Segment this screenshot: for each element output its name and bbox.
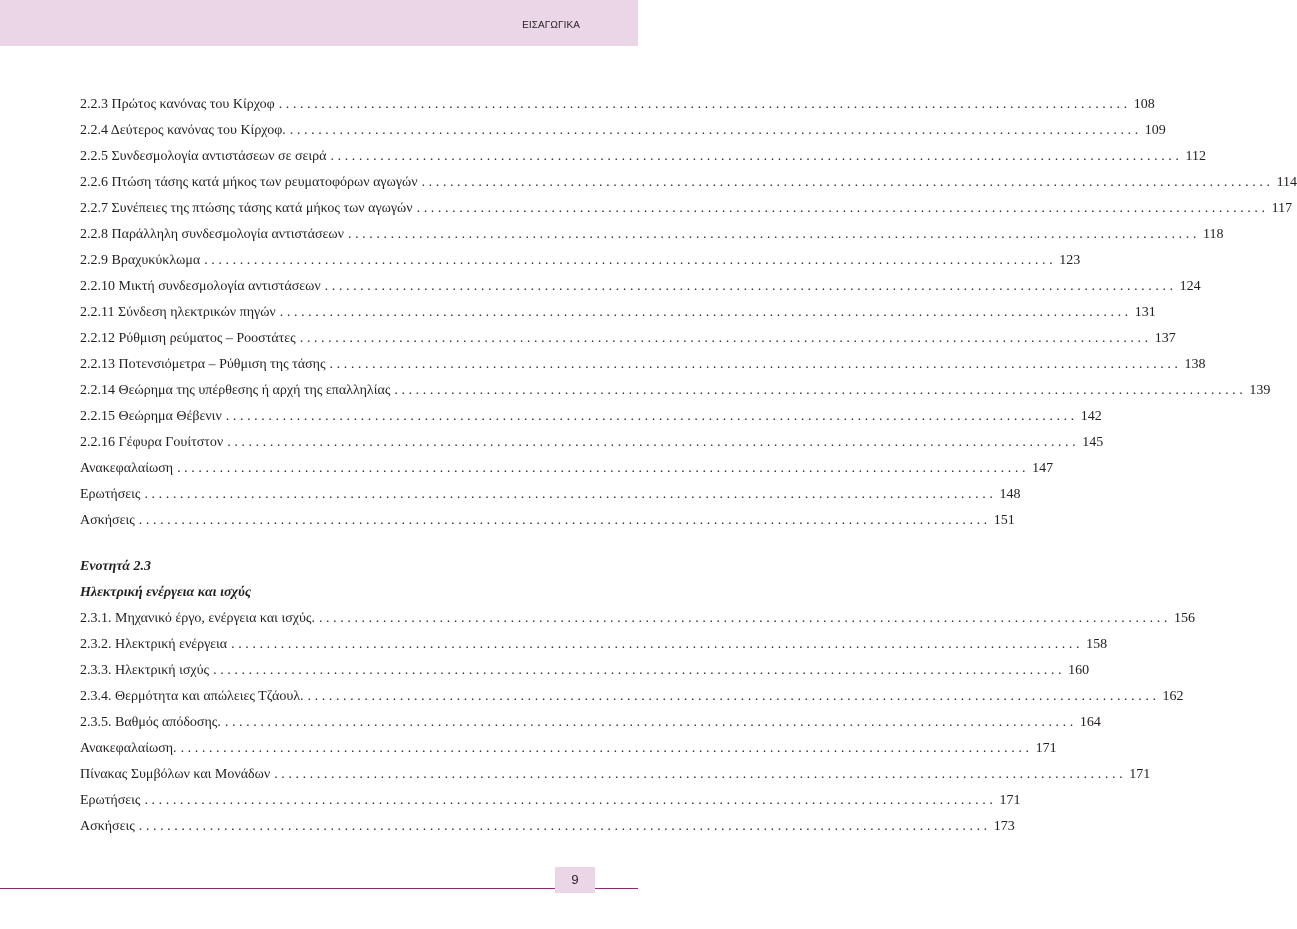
dot-leader: ........................................................................................................................	[299, 331, 1152, 346]
toc-entry	[80, 404, 1102, 430]
dot-leader: ........................................................................................................................	[274, 767, 1127, 782]
toc-entry	[80, 378, 1271, 404]
toc-entry-page: 160	[1068, 663, 1090, 678]
toc-entry-title: Ασκήσεις	[80, 819, 135, 834]
dot-leader: ........................................................................................................................	[138, 819, 991, 834]
toc-entry-page: 108	[1133, 97, 1155, 112]
toc-entry-title: Ανακεφαλαίωση.	[80, 741, 177, 756]
toc-entry	[80, 144, 1206, 170]
toc-entry-page: 164	[1079, 715, 1101, 730]
toc-entry	[80, 658, 1090, 684]
unit-title: Ηλεκτρική ενέργεια και ισχύς	[80, 585, 252, 600]
unit-heading: Ενοτητά 2.3	[80, 559, 152, 574]
toc-entry-title: 2.3.4. Θερμότητα και απώλειες Τζάουλ.	[80, 689, 304, 704]
dot-leader: ........................................................................................................................	[204, 253, 1057, 268]
dot-leader: ........................................................................................................................	[224, 715, 1077, 730]
toc-entry-title: Ερωτήσεις	[80, 487, 141, 502]
toc-entry	[80, 118, 1166, 144]
toc-entry-page: 117	[1271, 201, 1293, 216]
toc-entry-title: 2.3.5. Βαθμός απόδοσης.	[80, 715, 221, 730]
toc-entry-page: 147	[1032, 461, 1054, 476]
toc-entry-page: 171	[1129, 767, 1151, 782]
toc-entry-title: 2.2.6 Πτώση τάσης κατά μήκος των ρευματοφόρων αγωγών	[80, 175, 418, 190]
toc-entry-page: 123	[1059, 253, 1081, 268]
toc-entry-title: 2.3.1. Μηχανικό έργο, ενέργεια και ισχύς.	[80, 611, 315, 626]
dot-leader: ........................................................................................................................	[227, 435, 1080, 450]
toc-entry-title: Ανακεφαλαίωση	[80, 461, 174, 476]
toc-entry	[80, 274, 1201, 300]
dot-leader: ........................................................................................................................	[144, 487, 997, 502]
toc-entry-page: 148	[999, 487, 1021, 502]
toc-section-2-3	[80, 606, 1195, 840]
dot-leader: ........................................................................................................................	[421, 175, 1274, 190]
toc-entry	[80, 456, 1054, 482]
toc-entry-page: 145	[1082, 435, 1104, 450]
toc-entry-page: 118	[1202, 227, 1224, 242]
toc-entry-page: 109	[1144, 123, 1166, 138]
toc-entry-page: 137	[1154, 331, 1176, 346]
toc-entry-page: 162	[1162, 689, 1184, 704]
dot-leader: ........................................................................................................................	[180, 741, 1033, 756]
dot-leader: ........................................................................................................................	[177, 461, 1030, 476]
toc-entry-page: 171	[1035, 741, 1057, 756]
footer-rule	[0, 888, 638, 889]
dot-leader: ........................................................................................................................	[278, 97, 1131, 112]
section-spacer	[80, 534, 572, 554]
toc-entry	[80, 352, 1206, 378]
toc-entry	[80, 632, 1108, 658]
toc-entry	[80, 788, 1021, 814]
toc-entry-page: 142	[1080, 409, 1102, 424]
toc-entry-page: 171	[999, 793, 1021, 808]
toc-entry-title: 2.2.3 Πρώτος κανόνας του Κίρχοφ	[80, 97, 275, 112]
toc-entry-page: 112	[1185, 149, 1206, 164]
toc-entry-title: Ερωτήσεις	[80, 793, 141, 808]
toc-entry-title: 2.2.4 Δεύτερος κανόνας του Κίρχοφ.	[80, 123, 286, 138]
toc-entry-title: 2.2.5 Συνδεσμολογία αντιστάσεων σε σειρά	[80, 149, 327, 164]
toc-entry-title: 2.2.16 Γέφυρα Γουίτστον	[80, 435, 224, 450]
toc-entry	[80, 736, 1057, 762]
toc-entry	[80, 814, 1015, 840]
toc-entry-title: 2.2.12 Ρύθμιση ρεύματος – Ροοστάτες	[80, 331, 296, 346]
toc-entry-title: 2.2.14 Θεώρημα της υπέρθεσης ή αρχή της επαλληλίας	[80, 383, 391, 398]
dot-leader: ........................................................................................................................	[318, 611, 1171, 626]
toc-entry	[80, 92, 1155, 118]
dot-leader: ........................................................................................................................	[279, 305, 1132, 320]
toc-entry	[80, 482, 1021, 508]
running-header: ΕΙΣΑΓΩΓΙΚΑ	[522, 20, 580, 31]
toc-entry	[80, 222, 1224, 248]
toc-entry-title: 2.3.2. Ηλεκτρική ενέργεια	[80, 637, 228, 652]
toc-entry	[80, 248, 1081, 274]
toc-entry-page: 158	[1086, 637, 1108, 652]
dot-leader: ........................................................................................................................	[213, 663, 1066, 678]
dot-leader: ........................................................................................................................	[324, 279, 1177, 294]
toc-entry	[80, 326, 1176, 352]
dot-leader: ........................................................................................................................	[138, 513, 991, 528]
toc-entry	[80, 196, 1293, 222]
toc-entry	[80, 430, 1104, 456]
dot-leader: ........................................................................................................................	[289, 123, 1142, 138]
toc-entry-title: 2.2.8 Παράλληλη συνδεσμολογία αντιστάσεων	[80, 227, 344, 242]
toc-section-2-2	[80, 92, 1297, 534]
toc-entry-title: Πίνακας Συμβόλων και Μονάδων	[80, 767, 271, 782]
table-of-contents	[80, 92, 1297, 840]
dot-leader: ........................................................................................................................	[307, 689, 1160, 704]
toc-entry	[80, 710, 1101, 736]
toc-entry	[80, 762, 1151, 788]
toc-entry-page: 131	[1134, 305, 1156, 320]
toc-entry-page: 156	[1173, 611, 1195, 626]
dot-leader: ........................................................................................................................	[330, 149, 1183, 164]
dot-leader: ........................................................................................................................	[144, 793, 997, 808]
toc-entry	[80, 684, 1184, 710]
toc-entry-title: Ασκήσεις	[80, 513, 135, 528]
dot-leader: ........................................................................................................................	[225, 409, 1078, 424]
dot-leader: ........................................................................................................................	[231, 637, 1084, 652]
toc-entry	[80, 606, 1195, 632]
toc-entry-page: 138	[1184, 357, 1206, 372]
toc-entry-page: 114	[1276, 175, 1297, 190]
toc-entry-title: 2.2.13 Ποτενσιόμετρα – Ρύθμιση της τάσης	[80, 357, 326, 372]
toc-entry-title: 2.2.9 Βραχυκύκλωμα	[80, 253, 201, 268]
toc-entry-title: 2.3.3. Ηλεκτρική ισχύς	[80, 663, 210, 678]
page-number: 9	[555, 867, 595, 893]
toc-entry-title: 2.2.11 Σύνδεση ηλεκτρικών πηγών	[80, 305, 276, 320]
dot-leader: ........................................................................................................................	[329, 357, 1182, 372]
toc-entry-page: 139	[1249, 383, 1271, 398]
dot-leader: ........................................................................................................................	[416, 201, 1269, 216]
toc-entry	[80, 170, 1297, 196]
toc-entry	[80, 508, 1015, 534]
toc-entry-page: 151	[993, 513, 1015, 528]
toc-entry-title: 2.2.10 Μικτή συνδεσμολογία αντιστάσεων	[80, 279, 321, 294]
toc-entry-page: 173	[993, 819, 1015, 834]
toc-entry	[80, 300, 1156, 326]
toc-entry-title: 2.2.15 Θεώρημα Θέβενιν	[80, 409, 222, 424]
dot-leader: ........................................................................................................................	[394, 383, 1247, 398]
dot-leader: ........................................................................................................................	[347, 227, 1200, 242]
toc-entry-title: 2.2.7 Συνέπειες της πτώσης τάσης κατά μήκος των αγωγών	[80, 201, 413, 216]
toc-entry-page: 124	[1179, 279, 1201, 294]
